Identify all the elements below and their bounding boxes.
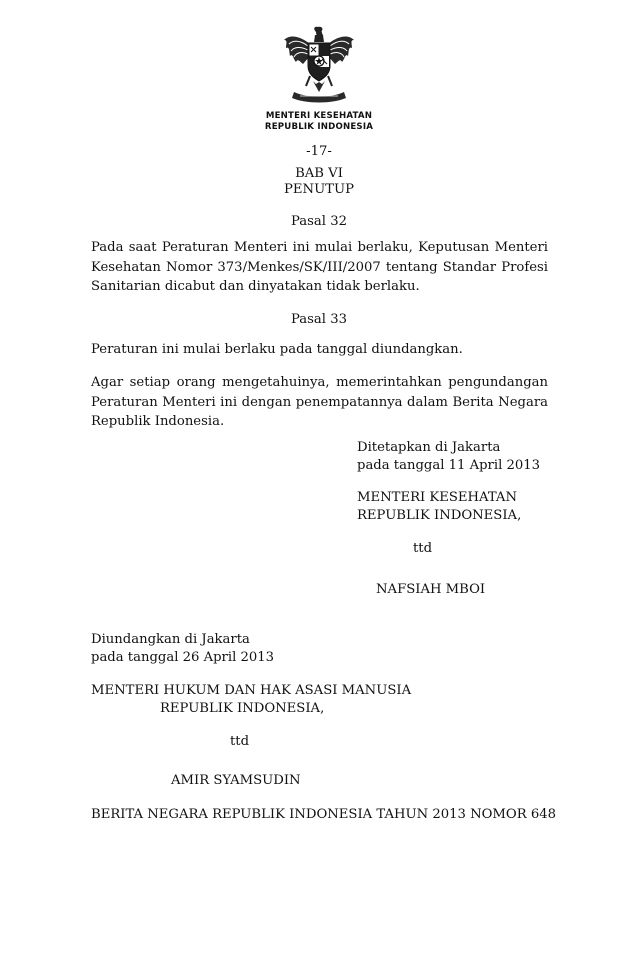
minister-title-line-1: MENTERI KESEHATAN [357, 490, 518, 505]
article-32-text: Pada saat Peraturan Menteri ini mulai berlaku, Keputusan Menteri Kesehatan Nomor 373/Menkes/SK/III/2007 tentang Standar Profesi Sanitarian dicabut dan dinyatakan tidak berlaku. [91, 240, 548, 294]
law-minister-name: AMIR SYAMSUDIN [171, 773, 301, 788]
gazette-reference: BERITA NEGARA REPUBLIK INDONESIA TAHUN 2013 NOMOR 648 [91, 807, 557, 822]
chapter-title: PENUTUP [284, 182, 354, 197]
ministry-name-line-1: MENTERI KESEHATAN [265, 111, 373, 121]
article-32-heading: Pasal 32 [291, 214, 347, 229]
page-number: -17- [306, 144, 332, 159]
ministry-name-line-2: REPUBLIK INDONESIA [264, 122, 374, 132]
article-33-heading: Pasal 33 [291, 312, 347, 327]
minister-title-line-2: REPUBLIK INDONESIA, [357, 508, 522, 523]
garuda-emblem-icon [280, 26, 358, 110]
law-minister-title-line-2: REPUBLIK INDONESIA, [160, 701, 325, 716]
promulgation-date: pada tanggal 26 April 2013 [91, 650, 275, 665]
enactment-place: Ditetapkan di Jakarta [357, 440, 501, 455]
article-33-text-1: Peraturan ini mulai berlaku pada tanggal diundangkan. [91, 342, 463, 357]
law-minister-title-line-1: MENTERI HUKUM DAN HAK ASASI MANUSIA [91, 683, 412, 698]
article-33-text-2: Agar setiap orang mengetahuinya, memerintahkan pengundangan Peraturan Menteri ini dengan penempatannya dalam Berita Negara Republik Indonesia. [91, 375, 548, 429]
minister-name: NAFSIAH MBOI [376, 582, 486, 597]
chapter-number: BAB VI [295, 166, 343, 181]
minister-signature-mark: ttd [413, 541, 433, 556]
law-minister-signature-mark: ttd [230, 734, 250, 749]
enactment-date: pada tanggal 11 April 2013 [357, 458, 541, 473]
promulgation-place: Diundangkan di Jakarta [91, 632, 250, 647]
